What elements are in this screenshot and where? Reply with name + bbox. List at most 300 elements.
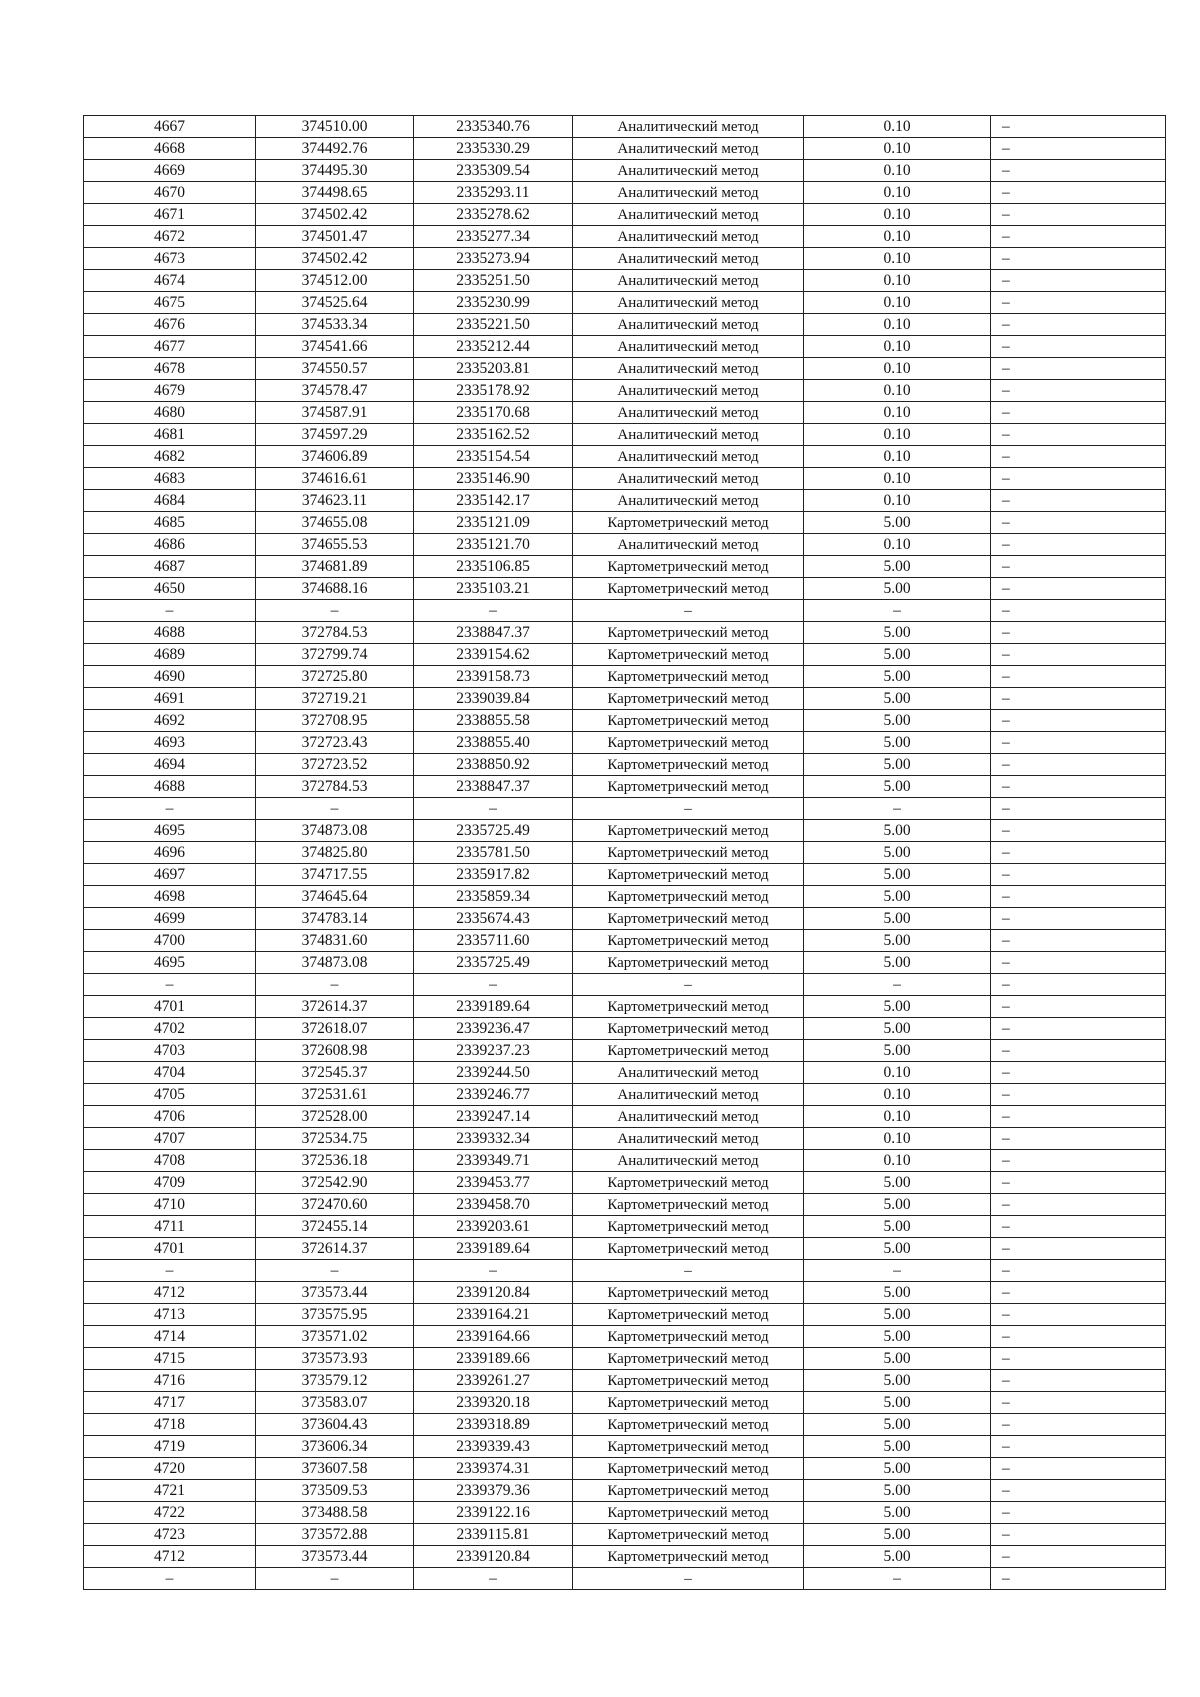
y-coordinate-cell: 2339164.21 xyxy=(414,1304,573,1326)
accuracy-cell: 0.10 xyxy=(804,1150,991,1172)
accuracy-cell: 5.00 xyxy=(804,1172,991,1194)
y-coordinate-cell: – xyxy=(414,600,573,622)
x-coordinate-cell: 372725.80 xyxy=(256,666,414,688)
note-cell: – xyxy=(991,1238,1166,1260)
method-cell: Картометрический метод xyxy=(573,1194,804,1216)
table-row xyxy=(84,1216,1166,1238)
point-number-cell: 4677 xyxy=(84,336,256,358)
method-cell: Аналитический метод xyxy=(573,380,804,402)
method-cell: Аналитический метод xyxy=(573,490,804,512)
accuracy-cell: 5.00 xyxy=(804,1194,991,1216)
y-coordinate-cell: 2339158.73 xyxy=(414,666,573,688)
point-number-cell: 4707 xyxy=(84,1128,256,1150)
table-row xyxy=(84,1392,1166,1414)
table-row xyxy=(84,182,1166,204)
accuracy-cell: 0.10 xyxy=(804,446,991,468)
y-coordinate-cell: 2338855.58 xyxy=(414,710,573,732)
y-coordinate-cell: 2339246.77 xyxy=(414,1084,573,1106)
y-coordinate-cell: 2339122.16 xyxy=(414,1502,573,1524)
table-row xyxy=(84,1018,1166,1040)
table-row xyxy=(84,446,1166,468)
point-number-cell: 4650 xyxy=(84,578,256,600)
method-cell: Аналитический метод xyxy=(573,226,804,248)
note-cell: – xyxy=(991,490,1166,512)
method-cell: Аналитический метод xyxy=(573,336,804,358)
method-cell: Картометрический метод xyxy=(573,776,804,798)
note-cell: – xyxy=(991,1502,1166,1524)
y-coordinate-cell: 2339120.84 xyxy=(414,1282,573,1304)
point-number-cell: – xyxy=(84,1568,256,1590)
accuracy-cell: 5.00 xyxy=(804,1304,991,1326)
x-coordinate-cell: – xyxy=(256,798,414,820)
note-cell: – xyxy=(991,512,1166,534)
note-cell: – xyxy=(991,1304,1166,1326)
table-row xyxy=(84,952,1166,974)
method-cell: Картометрический метод xyxy=(573,1370,804,1392)
table-row xyxy=(84,732,1166,754)
note-cell: – xyxy=(991,1524,1166,1546)
accuracy-cell: 0.10 xyxy=(804,424,991,446)
y-coordinate-cell: 2335170.68 xyxy=(414,402,573,424)
y-coordinate-cell: 2339261.27 xyxy=(414,1370,573,1392)
accuracy-cell: 0.10 xyxy=(804,1084,991,1106)
y-coordinate-cell: 2335917.82 xyxy=(414,864,573,886)
point-number-cell: 4709 xyxy=(84,1172,256,1194)
point-number-cell: 4671 xyxy=(84,204,256,226)
note-cell: – xyxy=(991,1414,1166,1436)
y-coordinate-cell: 2339332.34 xyxy=(414,1128,573,1150)
note-cell: – xyxy=(991,776,1166,798)
note-cell: – xyxy=(991,908,1166,930)
accuracy-cell: 5.00 xyxy=(804,842,991,864)
accuracy-cell: 5.00 xyxy=(804,1546,991,1568)
accuracy-cell: 5.00 xyxy=(804,1436,991,1458)
table-row xyxy=(84,1238,1166,1260)
method-cell: Картометрический метод xyxy=(573,1546,804,1568)
accuracy-cell: – xyxy=(804,974,991,996)
note-cell: – xyxy=(991,446,1166,468)
note-cell: – xyxy=(991,930,1166,952)
note-cell: – xyxy=(991,402,1166,424)
table-row xyxy=(84,1326,1166,1348)
table-row xyxy=(84,1546,1166,1568)
accuracy-cell: 0.10 xyxy=(804,534,991,556)
note-cell: – xyxy=(991,116,1166,138)
y-coordinate-cell: 2339349.71 xyxy=(414,1150,573,1172)
x-coordinate-cell: 374655.08 xyxy=(256,512,414,534)
x-coordinate-cell: 373573.44 xyxy=(256,1546,414,1568)
point-number-cell: 4716 xyxy=(84,1370,256,1392)
table-row xyxy=(84,534,1166,556)
accuracy-cell: 0.10 xyxy=(804,248,991,270)
accuracy-cell: 0.10 xyxy=(804,226,991,248)
x-coordinate-cell: 374525.64 xyxy=(256,292,414,314)
accuracy-cell: 5.00 xyxy=(804,1458,991,1480)
point-number-cell: – xyxy=(84,600,256,622)
accuracy-cell: 5.00 xyxy=(804,1414,991,1436)
point-number-cell: 4719 xyxy=(84,1436,256,1458)
note-cell: – xyxy=(991,1392,1166,1414)
table-row xyxy=(84,776,1166,798)
point-number-cell: 4718 xyxy=(84,1414,256,1436)
point-number-cell: 4721 xyxy=(84,1480,256,1502)
note-cell: – xyxy=(991,1480,1166,1502)
note-cell: – xyxy=(991,1062,1166,1084)
table-row xyxy=(84,116,1166,138)
method-cell: Аналитический метод xyxy=(573,204,804,226)
method-cell: Аналитический метод xyxy=(573,314,804,336)
accuracy-cell: 5.00 xyxy=(804,1480,991,1502)
x-coordinate-cell: 374578.47 xyxy=(256,380,414,402)
note-cell: – xyxy=(991,270,1166,292)
point-number-cell: 4688 xyxy=(84,776,256,798)
accuracy-cell: 5.00 xyxy=(804,556,991,578)
method-cell: Картометрический метод xyxy=(573,996,804,1018)
x-coordinate-cell: 373583.07 xyxy=(256,1392,414,1414)
note-cell: – xyxy=(991,556,1166,578)
table-row xyxy=(84,1062,1166,1084)
note-cell: – xyxy=(991,292,1166,314)
note-cell: – xyxy=(991,248,1166,270)
point-number-cell: 4702 xyxy=(84,1018,256,1040)
x-coordinate-cell: 374492.76 xyxy=(256,138,414,160)
table-row xyxy=(84,644,1166,666)
point-number-cell: 4717 xyxy=(84,1392,256,1414)
note-cell: – xyxy=(991,160,1166,182)
y-coordinate-cell: 2335154.54 xyxy=(414,446,573,468)
x-coordinate-cell: 374510.00 xyxy=(256,116,414,138)
table-row xyxy=(84,336,1166,358)
accuracy-cell: 5.00 xyxy=(804,1348,991,1370)
method-cell: Аналитический метод xyxy=(573,270,804,292)
separator-row xyxy=(84,798,1166,820)
separator-row xyxy=(84,1260,1166,1282)
y-coordinate-cell: 2339320.18 xyxy=(414,1392,573,1414)
note-cell: – xyxy=(991,710,1166,732)
accuracy-cell: 5.00 xyxy=(804,754,991,776)
x-coordinate-cell: 374831.60 xyxy=(256,930,414,952)
point-number-cell: 4693 xyxy=(84,732,256,754)
x-coordinate-cell: 374606.89 xyxy=(256,446,414,468)
method-cell: Картометрический метод xyxy=(573,688,804,710)
point-number-cell: 4694 xyxy=(84,754,256,776)
y-coordinate-cell: 2335162.52 xyxy=(414,424,573,446)
x-coordinate-cell: 374502.42 xyxy=(256,248,414,270)
x-coordinate-cell: 373573.44 xyxy=(256,1282,414,1304)
y-coordinate-cell: 2339164.66 xyxy=(414,1326,573,1348)
note-cell: – xyxy=(991,182,1166,204)
method-cell: – xyxy=(573,600,804,622)
accuracy-cell: – xyxy=(804,1260,991,1282)
x-coordinate-cell: 373606.34 xyxy=(256,1436,414,1458)
x-coordinate-cell: 372608.98 xyxy=(256,1040,414,1062)
y-coordinate-cell: 2335142.17 xyxy=(414,490,573,512)
note-cell: – xyxy=(991,644,1166,666)
x-coordinate-cell: 374501.47 xyxy=(256,226,414,248)
point-number-cell: 4667 xyxy=(84,116,256,138)
accuracy-cell: – xyxy=(804,1568,991,1590)
x-coordinate-cell: 372531.61 xyxy=(256,1084,414,1106)
point-number-cell: 4705 xyxy=(84,1084,256,1106)
accuracy-cell: – xyxy=(804,600,991,622)
point-number-cell: 4711 xyxy=(84,1216,256,1238)
note-cell: – xyxy=(991,1326,1166,1348)
note-cell: – xyxy=(991,1150,1166,1172)
method-cell: Картометрический метод xyxy=(573,512,804,534)
y-coordinate-cell: 2339339.43 xyxy=(414,1436,573,1458)
method-cell: Картометрический метод xyxy=(573,1502,804,1524)
method-cell: Картометрический метод xyxy=(573,754,804,776)
y-coordinate-cell: 2335178.92 xyxy=(414,380,573,402)
note-cell: – xyxy=(991,732,1166,754)
note-cell: – xyxy=(991,1260,1166,1282)
y-coordinate-cell: 2339244.50 xyxy=(414,1062,573,1084)
accuracy-cell: 5.00 xyxy=(804,1326,991,1348)
accuracy-cell: 5.00 xyxy=(804,930,991,952)
y-coordinate-cell: 2335781.50 xyxy=(414,842,573,864)
point-number-cell: 4697 xyxy=(84,864,256,886)
table-row xyxy=(84,1172,1166,1194)
table-row xyxy=(84,1040,1166,1062)
note-cell: – xyxy=(991,1348,1166,1370)
x-coordinate-cell: 372784.53 xyxy=(256,622,414,644)
note-cell: – xyxy=(991,314,1166,336)
y-coordinate-cell: 2339189.66 xyxy=(414,1348,573,1370)
point-number-cell: 4690 xyxy=(84,666,256,688)
method-cell: Аналитический метод xyxy=(573,182,804,204)
y-coordinate-cell: 2339237.23 xyxy=(414,1040,573,1062)
x-coordinate-cell: 372455.14 xyxy=(256,1216,414,1238)
x-coordinate-cell: 372545.37 xyxy=(256,1062,414,1084)
note-cell: – xyxy=(991,622,1166,644)
note-cell: – xyxy=(991,336,1166,358)
accuracy-cell: 0.10 xyxy=(804,490,991,512)
x-coordinate-cell: 372614.37 xyxy=(256,1238,414,1260)
accuracy-cell: 5.00 xyxy=(804,622,991,644)
x-coordinate-cell: 373509.53 xyxy=(256,1480,414,1502)
y-coordinate-cell: 2339189.64 xyxy=(414,996,573,1018)
point-number-cell: 4686 xyxy=(84,534,256,556)
accuracy-cell: 0.10 xyxy=(804,138,991,160)
table-row xyxy=(84,556,1166,578)
note-cell: – xyxy=(991,754,1166,776)
method-cell: – xyxy=(573,974,804,996)
y-coordinate-cell: 2339039.84 xyxy=(414,688,573,710)
accuracy-cell: 5.00 xyxy=(804,1040,991,1062)
method-cell: Картометрический метод xyxy=(573,644,804,666)
point-number-cell: 4687 xyxy=(84,556,256,578)
note-cell: – xyxy=(991,358,1166,380)
x-coordinate-cell: 374587.91 xyxy=(256,402,414,424)
point-number-cell: 4674 xyxy=(84,270,256,292)
y-coordinate-cell: 2339247.14 xyxy=(414,1106,573,1128)
note-cell: – xyxy=(991,424,1166,446)
method-cell: Аналитический метод xyxy=(573,1062,804,1084)
method-cell: Картометрический метод xyxy=(573,886,804,908)
accuracy-cell: 0.10 xyxy=(804,358,991,380)
y-coordinate-cell: – xyxy=(414,798,573,820)
method-cell: Картометрический метод xyxy=(573,1282,804,1304)
table-row xyxy=(84,270,1166,292)
method-cell: Картометрический метод xyxy=(573,1304,804,1326)
accuracy-cell: 5.00 xyxy=(804,1282,991,1304)
note-cell: – xyxy=(991,1194,1166,1216)
accuracy-cell: 0.10 xyxy=(804,1106,991,1128)
x-coordinate-cell: 374533.34 xyxy=(256,314,414,336)
point-number-cell: 4679 xyxy=(84,380,256,402)
note-cell: – xyxy=(991,842,1166,864)
x-coordinate-cell: 372536.18 xyxy=(256,1150,414,1172)
point-number-cell: 4696 xyxy=(84,842,256,864)
y-coordinate-cell: 2339379.36 xyxy=(414,1480,573,1502)
point-number-cell: 4678 xyxy=(84,358,256,380)
table-row xyxy=(84,490,1166,512)
accuracy-cell: 5.00 xyxy=(804,666,991,688)
table-row xyxy=(84,1414,1166,1436)
note-cell: – xyxy=(991,798,1166,820)
x-coordinate-cell: 374688.16 xyxy=(256,578,414,600)
x-coordinate-cell: 374783.14 xyxy=(256,908,414,930)
accuracy-cell: 5.00 xyxy=(804,886,991,908)
accuracy-cell: 0.10 xyxy=(804,1062,991,1084)
method-cell: – xyxy=(573,1260,804,1282)
point-number-cell: 4699 xyxy=(84,908,256,930)
note-cell: – xyxy=(991,688,1166,710)
x-coordinate-cell: 373575.95 xyxy=(256,1304,414,1326)
x-coordinate-cell: 374541.66 xyxy=(256,336,414,358)
method-cell: – xyxy=(573,798,804,820)
table-row xyxy=(84,688,1166,710)
table-row xyxy=(84,864,1166,886)
x-coordinate-cell: – xyxy=(256,600,414,622)
method-cell: Картометрический метод xyxy=(573,952,804,974)
x-coordinate-cell: 374550.57 xyxy=(256,358,414,380)
y-coordinate-cell: 2339374.31 xyxy=(414,1458,573,1480)
method-cell: Картометрический метод xyxy=(573,1392,804,1414)
point-number-cell: 4670 xyxy=(84,182,256,204)
method-cell: Картометрический метод xyxy=(573,820,804,842)
y-coordinate-cell: 2335251.50 xyxy=(414,270,573,292)
x-coordinate-cell: 374502.42 xyxy=(256,204,414,226)
y-coordinate-cell: 2335674.43 xyxy=(414,908,573,930)
point-number-cell: 4683 xyxy=(84,468,256,490)
table-row xyxy=(84,1502,1166,1524)
method-cell: Аналитический метод xyxy=(573,292,804,314)
point-number-cell: 4710 xyxy=(84,1194,256,1216)
y-coordinate-cell: 2335725.49 xyxy=(414,952,573,974)
x-coordinate-cell: 372534.75 xyxy=(256,1128,414,1150)
point-number-cell: – xyxy=(84,1260,256,1282)
point-number-cell: 4682 xyxy=(84,446,256,468)
method-cell: Аналитический метод xyxy=(573,446,804,468)
method-cell: Аналитический метод xyxy=(573,1128,804,1150)
y-coordinate-cell: 2335230.99 xyxy=(414,292,573,314)
x-coordinate-cell: 373572.88 xyxy=(256,1524,414,1546)
x-coordinate-cell: 372723.43 xyxy=(256,732,414,754)
table-row xyxy=(84,1128,1166,1150)
note-cell: – xyxy=(991,1546,1166,1568)
accuracy-cell: 5.00 xyxy=(804,864,991,886)
table-row xyxy=(84,314,1166,336)
accuracy-cell: 0.10 xyxy=(804,204,991,226)
y-coordinate-cell: 2339189.64 xyxy=(414,1238,573,1260)
y-coordinate-cell: – xyxy=(414,1568,573,1590)
x-coordinate-cell: 374873.08 xyxy=(256,820,414,842)
note-cell: – xyxy=(991,1084,1166,1106)
accuracy-cell: 5.00 xyxy=(804,908,991,930)
method-cell: Аналитический метод xyxy=(573,534,804,556)
method-cell: Картометрический метод xyxy=(573,864,804,886)
method-cell: Аналитический метод xyxy=(573,402,804,424)
method-cell: Аналитический метод xyxy=(573,138,804,160)
point-number-cell: 4681 xyxy=(84,424,256,446)
point-number-cell: 4688 xyxy=(84,622,256,644)
table-row xyxy=(84,1150,1166,1172)
note-cell: – xyxy=(991,380,1166,402)
note-cell: – xyxy=(991,1370,1166,1392)
table-body xyxy=(84,116,1166,1590)
accuracy-cell: 5.00 xyxy=(804,952,991,974)
accuracy-cell: 5.00 xyxy=(804,578,991,600)
x-coordinate-cell: 374512.00 xyxy=(256,270,414,292)
accuracy-cell: 0.10 xyxy=(804,1128,991,1150)
y-coordinate-cell: 2335221.50 xyxy=(414,314,573,336)
y-coordinate-cell: 2335212.44 xyxy=(414,336,573,358)
y-coordinate-cell: 2339236.47 xyxy=(414,1018,573,1040)
table-row xyxy=(84,1480,1166,1502)
y-coordinate-cell: 2335293.11 xyxy=(414,182,573,204)
note-cell: – xyxy=(991,886,1166,908)
method-cell: Картометрический метод xyxy=(573,842,804,864)
method-cell: Картометрический метод xyxy=(573,908,804,930)
method-cell: Аналитический метод xyxy=(573,424,804,446)
method-cell: Картометрический метод xyxy=(573,1414,804,1436)
point-number-cell: 4695 xyxy=(84,820,256,842)
accuracy-cell: 0.10 xyxy=(804,182,991,204)
point-number-cell: 4720 xyxy=(84,1458,256,1480)
point-number-cell: 4668 xyxy=(84,138,256,160)
y-coordinate-cell: 2335330.29 xyxy=(414,138,573,160)
table-row xyxy=(84,1458,1166,1480)
point-number-cell: 4713 xyxy=(84,1304,256,1326)
table-row xyxy=(84,292,1166,314)
x-coordinate-cell: 373488.58 xyxy=(256,1502,414,1524)
x-coordinate-cell: 374498.65 xyxy=(256,182,414,204)
note-cell: – xyxy=(991,1282,1166,1304)
accuracy-cell: 5.00 xyxy=(804,1392,991,1414)
table-row xyxy=(84,842,1166,864)
accuracy-cell: 0.10 xyxy=(804,380,991,402)
x-coordinate-cell: 372528.00 xyxy=(256,1106,414,1128)
accuracy-cell: 0.10 xyxy=(804,468,991,490)
coordinates-table xyxy=(83,115,1166,1590)
table-row xyxy=(84,1524,1166,1546)
point-number-cell: 4714 xyxy=(84,1326,256,1348)
method-cell: – xyxy=(573,1568,804,1590)
point-number-cell: 4701 xyxy=(84,1238,256,1260)
table-row xyxy=(84,1304,1166,1326)
table-row xyxy=(84,160,1166,182)
point-number-cell: 4712 xyxy=(84,1282,256,1304)
note-cell: – xyxy=(991,1172,1166,1194)
accuracy-cell: 5.00 xyxy=(804,644,991,666)
table-row xyxy=(84,226,1166,248)
x-coordinate-cell: 372799.74 xyxy=(256,644,414,666)
x-coordinate-cell: 374873.08 xyxy=(256,952,414,974)
y-coordinate-cell: 2335309.54 xyxy=(414,160,573,182)
method-cell: Картометрический метод xyxy=(573,1480,804,1502)
accuracy-cell: 5.00 xyxy=(804,1370,991,1392)
